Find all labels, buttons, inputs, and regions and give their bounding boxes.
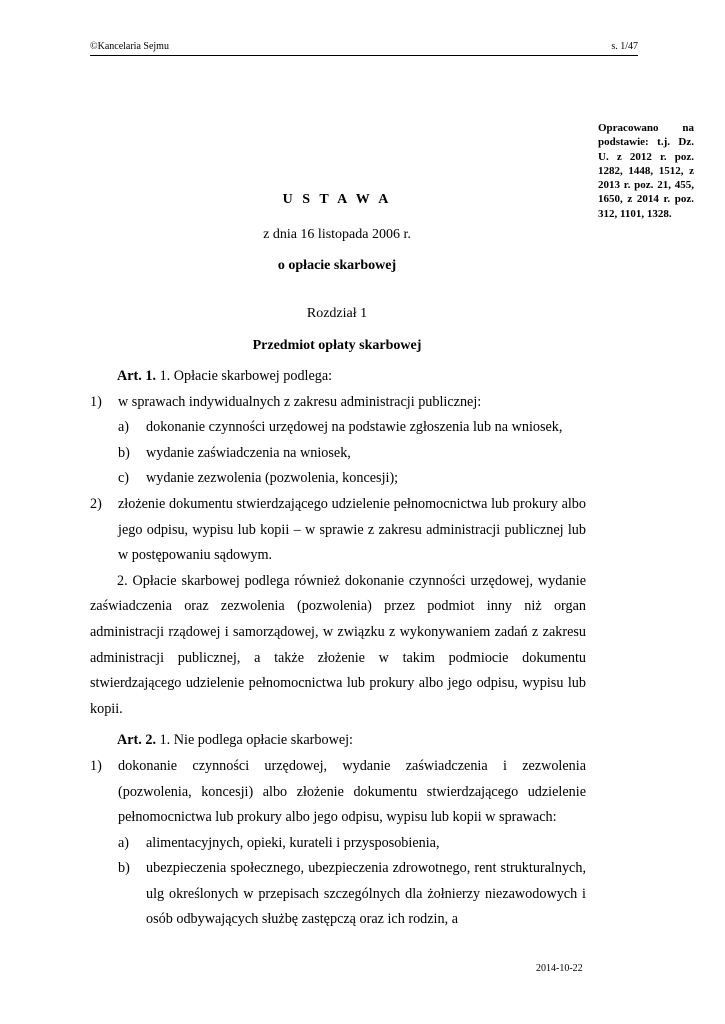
- item-number: 1): [90, 757, 102, 774]
- source-note: Opracowano na podstawie: t.j. Dz. U. z 2012 r. poz. 1282, 1448, 1512, z 2013 r. poz. 21, 455, 1650, z 2014 r. poz. 312, 1101, 1328.: [598, 122, 694, 220]
- art2-intro: [90, 728, 586, 754]
- sub-item-letter: a): [118, 834, 130, 851]
- art1-item-1: [90, 390, 586, 416]
- item-text: dokonanie czynności urzędowej, wydanie zaświadczenia i zezwolenia (pozwolenia, koncesji) albo złożenie dokumentu stwierdzającego udzielenie pełnomocnictwa lub prokury albo jego odpisu, wypisu lub kopii w sprawach:: [118, 757, 586, 826]
- art1-item-1-sub-b: [118, 441, 586, 467]
- document-body: [90, 364, 586, 933]
- art1-item-1-sub-c: [118, 466, 586, 492]
- art1-item-2: [90, 492, 586, 569]
- header-publisher: ©Kancelaria Sejmu: [90, 41, 169, 52]
- page-footer-date: 2014-10-22: [536, 963, 583, 974]
- document-title: U S T A W A: [282, 192, 392, 207]
- item-number: 2): [90, 495, 102, 512]
- item-text: złożenie dokumentu stwierdzającego udzielenie pełnomocnictwa lub prokury albo jego odpisu, wypisu lub kopii – w sprawie z zakresu administracji publicznej lub w postępowaniu sądowym.: [118, 495, 586, 564]
- art2-item-1-sub-b: [118, 856, 586, 933]
- art2-label: Art. 2.: [117, 732, 157, 749]
- item-number: 1): [90, 393, 102, 410]
- item-text: w sprawach indywidualnych z zakresu administracji publicznej:: [118, 393, 482, 410]
- art1-paragraph-2: 2. Opłacie skarbowej podlega również dokonanie czynności urzędowej, wydanie zaświadczenia oraz zezwolenia (pozwolenia) przez podmiot inny niż organ administracji rządowej i samorządowej, w związku z wykonywaniem zadań z zakresu administracji publicznej, a także złożenie w takim podmiocie dokumentu stwierdzającego udzielenie pełnomocnictwa lub prokury albo jego odpisu, wypisu lub kopii.: [90, 572, 586, 717]
- art1-item-1-sub-a: [118, 415, 586, 441]
- sub-item-letter: a): [118, 419, 130, 436]
- art1-label: Art. 1.: [117, 368, 157, 384]
- art2-item-1-sub-a: [118, 831, 586, 857]
- art2-intro-text: 1. Nie podlega opłacie skarbowej:: [156, 732, 353, 749]
- page-header: [90, 41, 638, 56]
- chapter-number: Rozdział 1: [306, 306, 368, 321]
- sub-item-text: dokonanie czynności urzędowej na podstawie zgłoszenia lub na wniosek,: [146, 419, 563, 436]
- art1-intro-text: 1. Opłacie skarbowej podlega:: [156, 368, 333, 384]
- art2-item-1: [90, 754, 586, 831]
- sub-item-letter: b): [118, 860, 130, 877]
- sub-item-text: ubezpieczenia społecznego, ubezpieczenia zdrowotnego, rent strukturalnych, ulg określonych w przepisach szczególnych dla żołnierzy niezawodowych i osób odbywających służbę zastępczą oraz ich rodzin, a: [146, 860, 586, 928]
- document-date: z dnia 16 listopada 2006 r.: [263, 227, 411, 242]
- document-subject: o opłacie skarbowej: [277, 258, 397, 273]
- sub-item-letter: b): [118, 444, 130, 461]
- sub-item-text: wydanie zaświadczenia na wniosek,: [146, 444, 351, 461]
- chapter-title: Przedmiot opłaty skarbowej: [252, 338, 422, 353]
- sub-item-letter: c): [118, 470, 130, 487]
- art1-intro: [90, 364, 586, 390]
- sub-item-text: alimentacyjnych, opieki, kurateli i przysposobienia,: [146, 834, 440, 851]
- sub-item-text: wydanie zezwolenia (pozwolenia, koncesji);: [146, 470, 399, 487]
- header-page-number: s. 1/47: [611, 41, 638, 52]
